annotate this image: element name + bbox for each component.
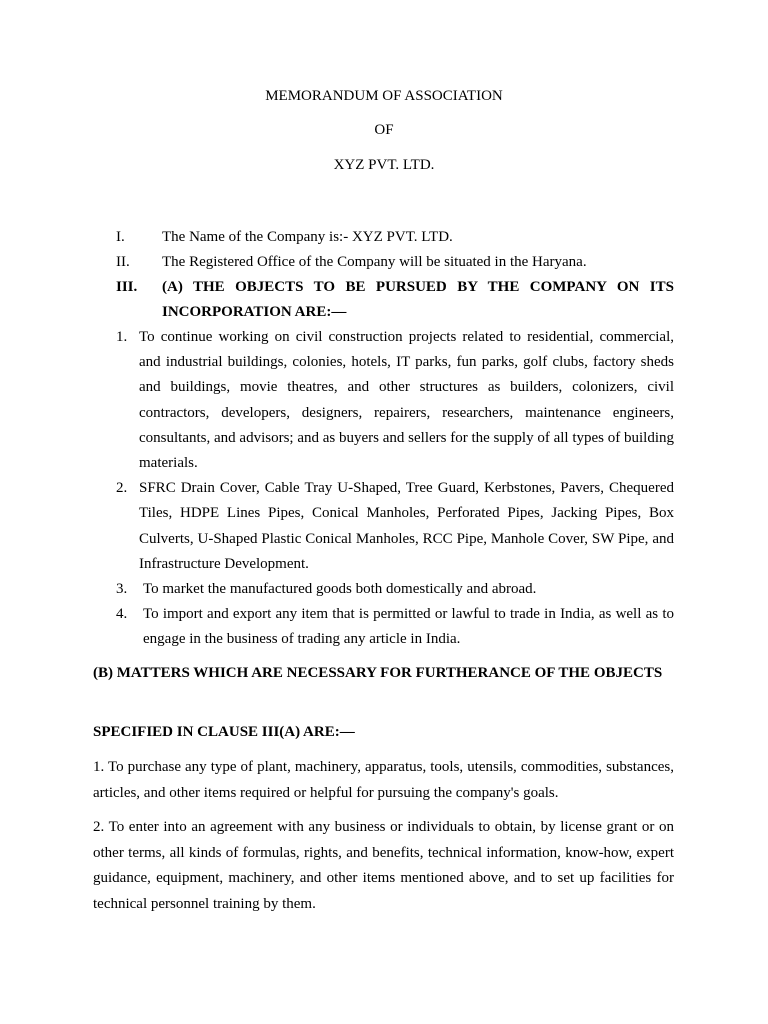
clause-number: I.	[116, 229, 125, 245]
object-number: 1.	[116, 329, 128, 345]
clause-number: III.	[116, 279, 138, 295]
object-number: 2.	[116, 480, 128, 497]
clause-item	[0, 225, 768, 250]
section-b-paragraph: 2. To enter into an agreement with any business or individuals to obtain, by license grant or on other terms, all kinds of formulas, rights, and benefits, technical information, know-how, expert guidance, equipment, machinery, and other items mentioned above, and to set up facilities for technical personnel training by them.	[93, 819, 674, 912]
object-number: 3.	[116, 581, 128, 598]
section-b-subheading: SPECIFIED IN CLAUSE III(A) ARE:—	[93, 724, 355, 740]
object-item	[0, 577, 768, 602]
clause-text: The Registered Office of the Company will be situated in the Haryana.	[162, 254, 587, 270]
object-text: To continue working on civil construction projects related to residential, commercial, and industrial buildings, colonies, hotels, IT parks, fun parks, golf clubs, factory sheds and buildings, movie theatres, and other structures as builders, colonizers, civil contractors, developers, designers, repairers, researchers, maintenance engineers, consultants, and advisors; and as buyers and sellers for the supply of all types of building materials.	[139, 329, 674, 472]
clause-heading: (A) THE OBJECTS TO BE PURSUED BY THE COMPANY ON ITS INCORPORATION ARE:—	[162, 279, 674, 320]
section-b-heading: (B) MATTERS WHICH ARE NECESSARY FOR FURTHERANCE OF THE OBJECTS	[93, 665, 663, 681]
document-title-of: OF	[374, 122, 394, 138]
object-text: SFRC Drain Cover, Cable Tray U-Shaped, Tree Guard, Kerbstones, Pavers, Chequered Tiles, HDPE Lines Pipes, Conical Manholes, Perforated Pipes, Jacking Pipes, Box Culverts, U-Shaped Plastic Conical Manholes, RCC Pipe, Manhole Cover, SW Pipe, and Infrastructure Development.	[139, 480, 674, 572]
company-name-heading: XYZ PVT. LTD.	[333, 157, 435, 173]
clause-item	[0, 250, 768, 275]
object-item	[0, 325, 768, 476]
section-b-paragraph: 1. To purchase any type of plant, machinery, apparatus, tools, utensils, commodities, substances, articles, and other items required or helpful for pursuing the company's goals.	[93, 759, 674, 801]
object-item	[0, 602, 768, 652]
clause-number: II.	[116, 254, 130, 270]
object-text: To market the manufactured goods both domestically and abroad.	[143, 581, 537, 598]
object-number: 4.	[116, 606, 128, 623]
object-text: To import and export any item that is permitted or lawful to trade in India, as well as to engage in the business of trading any article in India.	[143, 606, 674, 648]
document-title: MEMORANDUM OF ASSOCIATION	[265, 88, 503, 104]
clauses-list	[0, 225, 768, 653]
clause-text: The Name of the Company is:- XYZ PVT. LTD.	[162, 229, 453, 245]
object-item	[0, 476, 768, 577]
clause-item	[0, 275, 768, 325]
